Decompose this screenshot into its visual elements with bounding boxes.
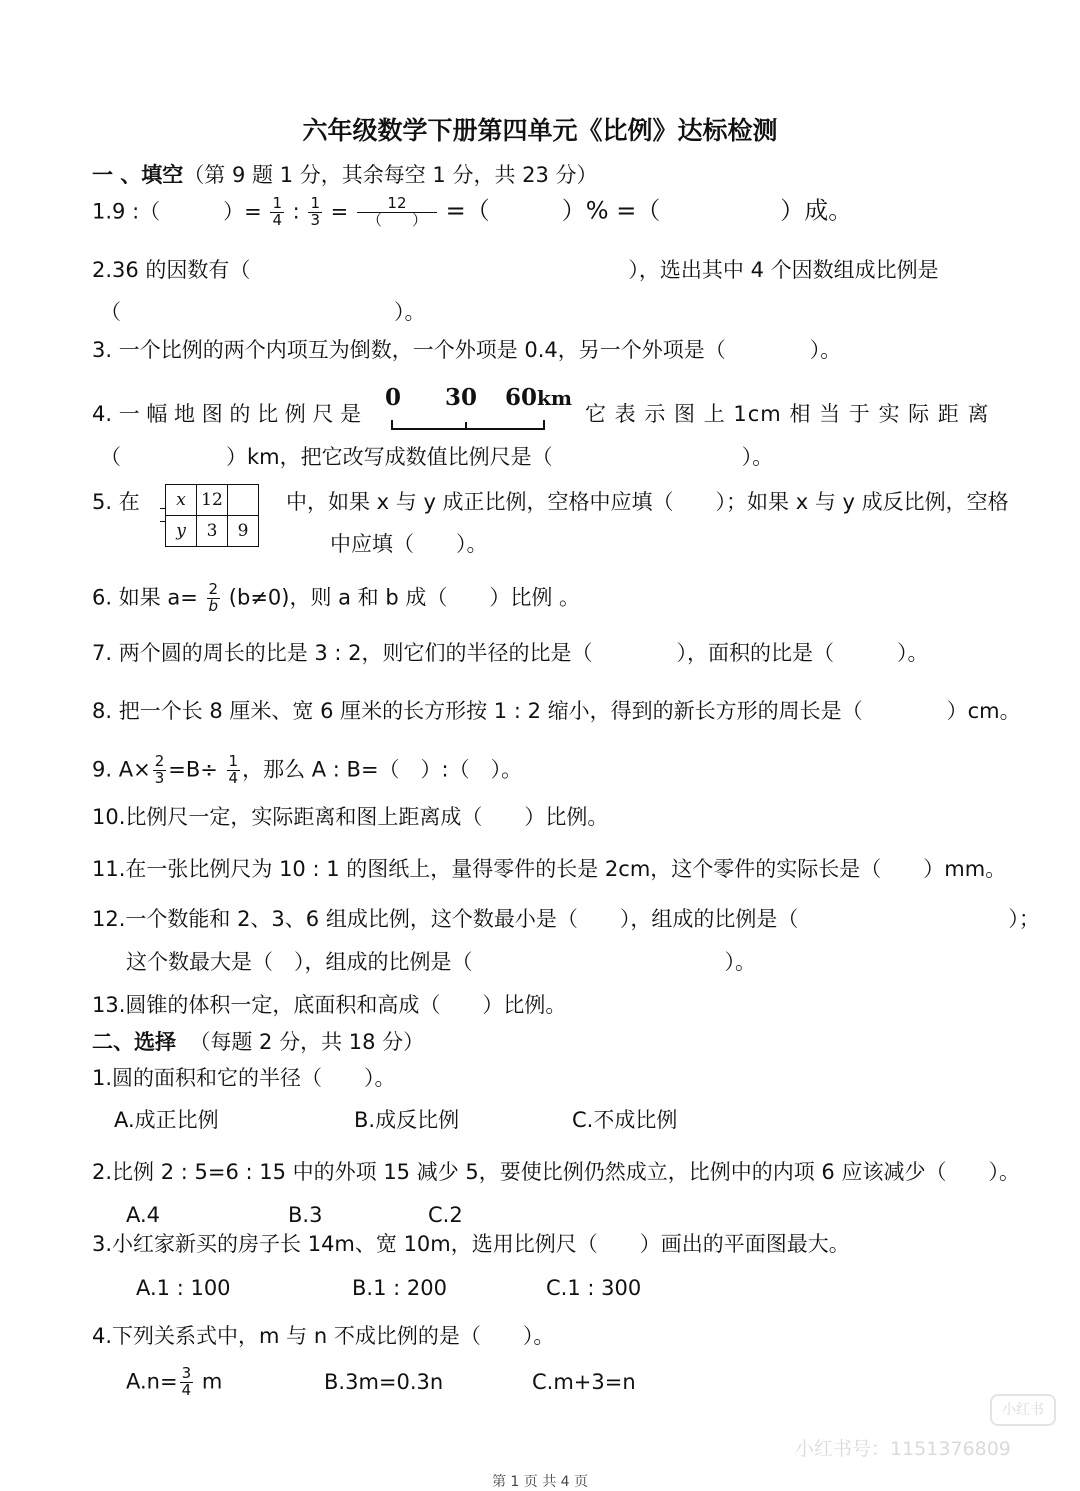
- c3-option-c: C.1 : 300: [546, 1276, 642, 1300]
- q6-f-num: 2: [208, 580, 219, 598]
- c2-option-a: A.4: [126, 1203, 161, 1227]
- choice-question-2: 2.比例 2 : 5=6 : 15 中的外项 15 减少 5，要使比例仍然成立，比例中的内项 6 应该减少（ ）。: [92, 1160, 1020, 1184]
- c1-option-b: B.成反比例: [354, 1108, 460, 1132]
- q6-end: (b≠0)，则 a 和 b 成（ ）比例 。: [228, 585, 581, 610]
- section-one-heading: [92, 163, 598, 188]
- q1-fraction-1: [270, 196, 284, 229]
- watermark-logo: 小红书: [990, 1394, 1056, 1426]
- question-5-line-2: 中应填（ ）。: [330, 532, 488, 556]
- q6-start: 6. 如果 a=: [92, 585, 198, 610]
- q9-f1-den: 3: [154, 768, 165, 787]
- question-4-line-2: （ ）km，把它改写成数值比例尺是（ ）。: [100, 445, 774, 469]
- q9-end: ，那么 A : B=（ ）:（ ）。: [242, 757, 523, 782]
- q1-f2-num: 1: [310, 194, 320, 212]
- question-3: 3. 一个比例的两个内项互为倒数，一个外项是 0.4，另一个外项是（ ）。: [92, 338, 842, 362]
- cell-y-2: 9: [228, 516, 259, 547]
- c2-option-c: C.2: [428, 1203, 463, 1227]
- q1-f1-num: 1: [272, 194, 282, 212]
- c4-option-b: B.3m=0.3n: [324, 1370, 444, 1394]
- c4-a-start: A.n=: [126, 1369, 178, 1394]
- scale-label-60: 60: [505, 384, 538, 411]
- q1-colon: :: [292, 199, 300, 224]
- scale-bar-line: [391, 420, 545, 430]
- section-one-note: （第 9 题 1 分，其余每空 1 分，共 23 分）: [183, 163, 598, 187]
- c4-option-a: [126, 1366, 222, 1399]
- cell-y-1: 3: [197, 516, 228, 547]
- section-two-heading: [92, 1030, 424, 1055]
- section-two-note: （每题 2 分，共 18 分）: [189, 1030, 425, 1054]
- xy-table: [165, 484, 259, 547]
- question-5-start: 5. 在: [92, 490, 140, 514]
- question-2-line-1: 2.36 的因数有（ ），选出其中 4 个因数组成比例是: [92, 258, 939, 282]
- question-10: 10.比例尺一定，实际距离和图上距离成（ ）比例。: [92, 805, 609, 829]
- q9-f1-num: 2: [154, 752, 165, 770]
- section-two-title: 二、选择: [92, 1030, 176, 1054]
- question-12-line-1: 12.一个数能和 2、3、6 组成比例，这个数最小是（ ），组成的比例是（ ）；: [92, 907, 1040, 931]
- q9-mid: =B÷: [168, 757, 218, 782]
- q1-f2-den: 3: [310, 210, 320, 229]
- question-4-start: 4. 一 幅 地 图 的 比 例 尺 是: [92, 402, 362, 426]
- q9-fraction-2: [227, 754, 241, 787]
- q1-fraction-3: [357, 196, 437, 229]
- scale-label-km: km: [537, 386, 573, 410]
- map-scale-bar: [383, 384, 573, 434]
- c4-a-fraction: [180, 1366, 194, 1399]
- q9-fraction-1: [153, 754, 167, 787]
- cell-y-label: y: [166, 516, 197, 547]
- q1-f1-den: 4: [272, 210, 282, 229]
- scale-bar-tick: [465, 422, 467, 428]
- page-footer: 第 1 页 共 4 页: [491, 1474, 589, 1490]
- q1-equals: =: [330, 199, 349, 224]
- c4-option-c: C.m+3=n: [532, 1370, 636, 1394]
- c4-a-den: 4: [181, 1380, 192, 1399]
- c3-option-a: A.1 : 100: [136, 1276, 231, 1300]
- q9-f2-num: 1: [228, 752, 239, 770]
- cell-x-label: x: [166, 485, 197, 516]
- c1-option-a: A.成正比例: [114, 1108, 219, 1132]
- question-1: [92, 196, 852, 229]
- question-2-line-2: （ ）。: [100, 300, 426, 324]
- choice-question-4: 4.下列关系式中，m 与 n 不成比例的是（ ）。: [92, 1324, 555, 1348]
- c4-a-end: m: [201, 1369, 223, 1394]
- page-title: 六年级数学下册第四单元《比例》达标检测: [302, 116, 778, 145]
- section-one-title: 一 、填空: [92, 163, 184, 187]
- scale-label-0: 0: [385, 384, 402, 411]
- q1-f3-num: 12: [357, 196, 437, 213]
- q9-f2-den: 4: [228, 768, 239, 787]
- q6-fraction: [207, 582, 221, 615]
- question-8: 8. 把一个长 8 厘米、宽 6 厘米的长方形按 1 : 2 缩小，得到的新长方形的周长是（ ）cm。: [92, 699, 1021, 723]
- choice-question-3: 3.小红家新买的房子长 14m、宽 10m，选用比例尺（ ）画出的平面图最大。: [92, 1232, 850, 1256]
- q9-start: 9. A×: [92, 757, 151, 782]
- question-4-end: 它 表 示 图 上 1cm 相 当 于 实 际 距 离: [585, 402, 990, 426]
- question-12-line-2: 这个数最大是（ ），组成的比例是（ ）。: [126, 950, 756, 974]
- cell-x-blank: [228, 485, 259, 516]
- scale-label-30: 30: [445, 384, 478, 411]
- watermark-id: 小红书号：1151376809: [795, 1438, 1011, 1460]
- question-6: [92, 582, 580, 615]
- choice-question-1: 1.圆的面积和它的半径（ ）。: [92, 1066, 396, 1090]
- question-11: 11.在一张比例尺为 10 : 1 的图纸上，量得零件的长是 2cm，这个零件的实际长是（ ）mm。: [92, 857, 1007, 881]
- c2-option-b: B.3: [288, 1203, 323, 1227]
- c4-a-num: 3: [181, 1364, 192, 1382]
- c1-option-c: C.不成比例: [572, 1108, 678, 1132]
- cell-x-1: 12: [197, 485, 228, 516]
- q1-start: 1.9 :（ ）=: [92, 199, 262, 224]
- q1-f3-den: （ ）: [366, 210, 427, 229]
- question-7: 7. 两个圆的周长的比是 3 : 2，则它们的半径的比是（ ），面积的比是（ ）。: [92, 641, 929, 665]
- q1-fraction-2: [308, 196, 322, 229]
- c3-option-b: B.1 : 200: [352, 1276, 447, 1300]
- question-13: 13.圆锥的体积一定，底面积和高成（ ）比例。: [92, 993, 567, 1017]
- q6-f-den: b: [208, 596, 219, 615]
- question-5-line-1: 中，如果 x 与 y 成正比例，空格中应填（ ）；如果 x 与 y 成反比例，空格: [286, 490, 1009, 514]
- question-9: [92, 754, 522, 787]
- q1-end: =（ ）% =（ ）成。: [445, 196, 853, 225]
